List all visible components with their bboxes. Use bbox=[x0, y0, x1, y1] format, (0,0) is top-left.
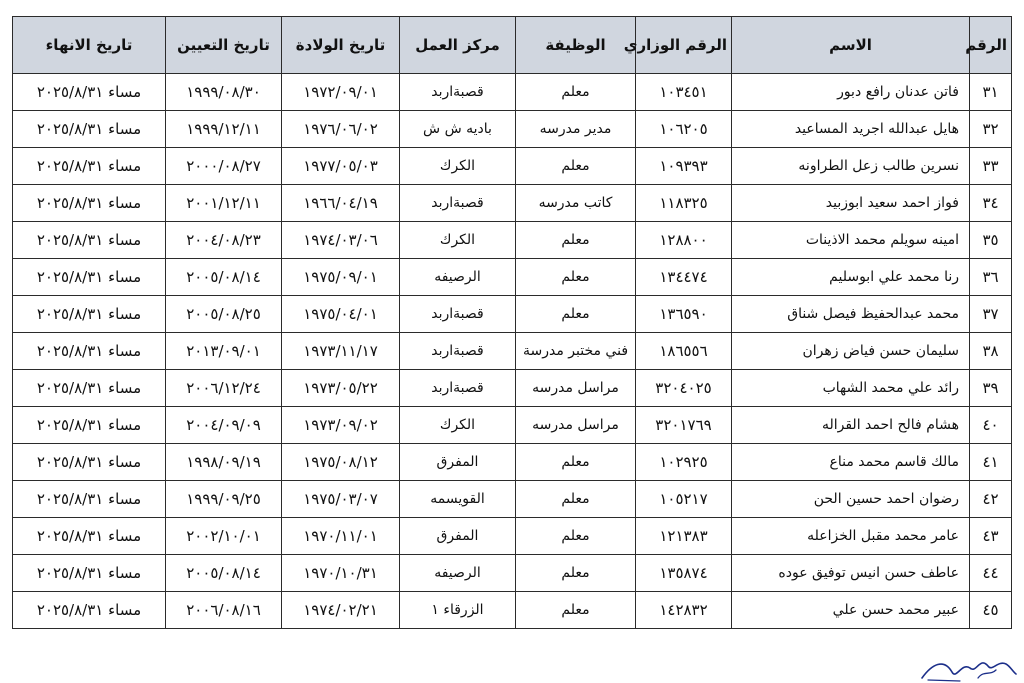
cell-workplace: القويسمه bbox=[400, 481, 516, 518]
cell-num: ٤٢ bbox=[970, 481, 1012, 518]
cell-name: رائد علي محمد الشهاب bbox=[732, 370, 970, 407]
cell-workplace: الكرك bbox=[400, 148, 516, 185]
cell-workplace: قصبةاربد bbox=[400, 333, 516, 370]
cell-job: مدير مدرسه bbox=[516, 111, 636, 148]
cell-num: ٣٨ bbox=[970, 333, 1012, 370]
cell-job: معلم bbox=[516, 592, 636, 629]
cell-workplace: الزرقاء ١ bbox=[400, 592, 516, 629]
cell-end-date: مساء ٢٠٢٥/٨/٣١ bbox=[13, 259, 166, 296]
cell-end-date: مساء ٢٠٢٥/٨/٣١ bbox=[13, 555, 166, 592]
cell-name: هشام فالح احمد القراله bbox=[732, 407, 970, 444]
header-ministry-no: الرقم الوزاري bbox=[636, 17, 732, 74]
cell-end-date: مساء ٢٠٢٥/٨/٣١ bbox=[13, 407, 166, 444]
cell-appointment-date: ١٩٩٩/٠٨/٣٠ bbox=[166, 74, 282, 111]
cell-appointment-date: ٢٠٠٥/٠٨/١٤ bbox=[166, 259, 282, 296]
cell-birth-date: ١٩٧٢/٠٩/٠١ bbox=[282, 74, 400, 111]
cell-num: ٣٣ bbox=[970, 148, 1012, 185]
cell-name: سليمان حسن فياض زهران bbox=[732, 333, 970, 370]
cell-ministry-no: ١٢١٣٨٣ bbox=[636, 518, 732, 555]
cell-appointment-date: ٢٠٠٦/١٢/٢٤ bbox=[166, 370, 282, 407]
cell-birth-date: ١٩٧٧/٠٥/٠٣ bbox=[282, 148, 400, 185]
cell-appointment-date: ٢٠٠٥/٠٨/٢٥ bbox=[166, 296, 282, 333]
cell-appointment-date: ٢٠١٣/٠٩/٠١ bbox=[166, 333, 282, 370]
cell-name: رضوان احمد حسين الحن bbox=[732, 481, 970, 518]
cell-workplace: باديه ش ش bbox=[400, 111, 516, 148]
cell-ministry-no: ١٨٦٥٥٦ bbox=[636, 333, 732, 370]
cell-num: ٤٥ bbox=[970, 592, 1012, 629]
cell-birth-date: ١٩٧٥/٠٣/٠٧ bbox=[282, 481, 400, 518]
cell-workplace: قصبةاربد bbox=[400, 296, 516, 333]
cell-birth-date: ١٩٧٥/٠٤/٠١ bbox=[282, 296, 400, 333]
table-row bbox=[13, 111, 1012, 148]
cell-job: معلم bbox=[516, 555, 636, 592]
header-birth-date: تاريخ الولادة bbox=[282, 17, 400, 74]
cell-name: رنا محمد علي ابوسليم bbox=[732, 259, 970, 296]
cell-ministry-no: ٣٢٠١٧٦٩ bbox=[636, 407, 732, 444]
cell-birth-date: ١٩٧٦/٠٦/٠٢ bbox=[282, 111, 400, 148]
cell-ministry-no: ١٢٨٨٠٠ bbox=[636, 222, 732, 259]
table-row bbox=[13, 370, 1012, 407]
cell-job: معلم bbox=[516, 74, 636, 111]
cell-end-date: مساء ٢٠٢٥/٨/٣١ bbox=[13, 444, 166, 481]
header-appointment-date: تاريخ التعيين bbox=[166, 17, 282, 74]
cell-appointment-date: ٢٠٠٤/٠٨/٢٣ bbox=[166, 222, 282, 259]
cell-appointment-date: ٢٠٠٢/١٠/٠١ bbox=[166, 518, 282, 555]
cell-job: معلم bbox=[516, 148, 636, 185]
header-job: الوظيفة bbox=[516, 17, 636, 74]
cell-appointment-date: ٢٠٠٥/٠٨/١٤ bbox=[166, 555, 282, 592]
cell-num: ٣٤ bbox=[970, 185, 1012, 222]
cell-num: ٣١ bbox=[970, 74, 1012, 111]
cell-num: ٣٢ bbox=[970, 111, 1012, 148]
cell-num: ٤٠ bbox=[970, 407, 1012, 444]
cell-job: معلم bbox=[516, 481, 636, 518]
cell-name: عامر محمد مقبل الخزاعله bbox=[732, 518, 970, 555]
cell-name: مالك قاسم محمد مناع bbox=[732, 444, 970, 481]
cell-appointment-date: ٢٠٠٠/٠٨/٢٧ bbox=[166, 148, 282, 185]
cell-job: معلم bbox=[516, 296, 636, 333]
header-row bbox=[13, 17, 1012, 74]
cell-birth-date: ١٩٧٥/٠٩/٠١ bbox=[282, 259, 400, 296]
cell-ministry-no: ١٠٣٤٥١ bbox=[636, 74, 732, 111]
header-name: الاسم bbox=[732, 17, 970, 74]
cell-workplace: قصبةاربد bbox=[400, 370, 516, 407]
cell-ministry-no: ١٣٤٤٧٤ bbox=[636, 259, 732, 296]
cell-ministry-no: ١٠٩٣٩٣ bbox=[636, 148, 732, 185]
cell-workplace: المفرق bbox=[400, 444, 516, 481]
cell-end-date: مساء ٢٠٢٥/٨/٣١ bbox=[13, 148, 166, 185]
cell-workplace: قصبةاربد bbox=[400, 74, 516, 111]
cell-birth-date: ١٩٧٠/١٠/٣١ bbox=[282, 555, 400, 592]
cell-appointment-date: ٢٠٠١/١٢/١١ bbox=[166, 185, 282, 222]
cell-ministry-no: ٣٢٠٤٠٢٥ bbox=[636, 370, 732, 407]
cell-end-date: مساء ٢٠٢٥/٨/٣١ bbox=[13, 370, 166, 407]
cell-job: معلم bbox=[516, 259, 636, 296]
cell-birth-date: ١٩٧٥/٠٨/١٢ bbox=[282, 444, 400, 481]
cell-name: نسرين طالب زعل الطراونه bbox=[732, 148, 970, 185]
cell-birth-date: ١٩٧٤/٠٣/٠٦ bbox=[282, 222, 400, 259]
cell-job: مراسل مدرسه bbox=[516, 370, 636, 407]
table-row bbox=[13, 74, 1012, 111]
cell-workplace: قصبةاربد bbox=[400, 185, 516, 222]
table-row bbox=[13, 592, 1012, 629]
cell-workplace: الكرك bbox=[400, 222, 516, 259]
cell-appointment-date: ٢٠٠٦/٠٨/١٦ bbox=[166, 592, 282, 629]
table-row bbox=[13, 333, 1012, 370]
cell-num: ٤٣ bbox=[970, 518, 1012, 555]
table-row bbox=[13, 444, 1012, 481]
cell-name: عاطف حسن انيس توفيق عوده bbox=[732, 555, 970, 592]
cell-job: فني مختبر مدرسة bbox=[516, 333, 636, 370]
cell-num: ٤١ bbox=[970, 444, 1012, 481]
cell-name: امينه سويلم محمد الاذينات bbox=[732, 222, 970, 259]
cell-job: معلم bbox=[516, 444, 636, 481]
cell-ministry-no: ١٠٢٩٢٥ bbox=[636, 444, 732, 481]
cell-appointment-date: ١٩٩٨/٠٩/١٩ bbox=[166, 444, 282, 481]
table-row bbox=[13, 148, 1012, 185]
cell-appointment-date: ١٩٩٩/١٢/١١ bbox=[166, 111, 282, 148]
cell-birth-date: ١٩٧٣/٠٩/٠٢ bbox=[282, 407, 400, 444]
cell-ministry-no: ١٠٥٢١٧ bbox=[636, 481, 732, 518]
cell-appointment-date: ١٩٩٩/٠٩/٢٥ bbox=[166, 481, 282, 518]
cell-end-date: مساء ٢٠٢٥/٨/٣١ bbox=[13, 592, 166, 629]
cell-birth-date: ١٩٧٠/١١/٠١ bbox=[282, 518, 400, 555]
cell-workplace: الرصيفه bbox=[400, 259, 516, 296]
table-row bbox=[13, 555, 1012, 592]
cell-ministry-no: ١٤٢٨٣٢ bbox=[636, 592, 732, 629]
cell-end-date: مساء ٢٠٢٥/٨/٣١ bbox=[13, 74, 166, 111]
header-num: الرقم bbox=[970, 17, 1012, 74]
cell-job: كاتب مدرسه bbox=[516, 185, 636, 222]
cell-end-date: مساء ٢٠٢٥/٨/٣١ bbox=[13, 333, 166, 370]
employee-table bbox=[12, 16, 1012, 629]
cell-name: عبير محمد حسن علي bbox=[732, 592, 970, 629]
cell-num: ٣٧ bbox=[970, 296, 1012, 333]
cell-ministry-no: ١٠٦٢٠٥ bbox=[636, 111, 732, 148]
cell-end-date: مساء ٢٠٢٥/٨/٣١ bbox=[13, 296, 166, 333]
table-row bbox=[13, 407, 1012, 444]
signature bbox=[918, 650, 1018, 683]
cell-birth-date: ١٩٦٦/٠٤/١٩ bbox=[282, 185, 400, 222]
cell-birth-date: ١٩٧٤/٠٢/٢١ bbox=[282, 592, 400, 629]
table-row bbox=[13, 296, 1012, 333]
cell-end-date: مساء ٢٠٢٥/٨/٣١ bbox=[13, 111, 166, 148]
cell-ministry-no: ١١٨٣٢٥ bbox=[636, 185, 732, 222]
cell-end-date: مساء ٢٠٢٥/٨/٣١ bbox=[13, 481, 166, 518]
cell-num: ٣٩ bbox=[970, 370, 1012, 407]
cell-name: فاتن عدنان رافع دبور bbox=[732, 74, 970, 111]
cell-workplace: الكرك bbox=[400, 407, 516, 444]
cell-num: ٣٦ bbox=[970, 259, 1012, 296]
header-workplace: مركز العمل bbox=[400, 17, 516, 74]
cell-num: ٣٥ bbox=[970, 222, 1012, 259]
header-end-date: تاريخ الانهاء bbox=[13, 17, 166, 74]
cell-job: مراسل مدرسه bbox=[516, 407, 636, 444]
cell-job: معلم bbox=[516, 222, 636, 259]
cell-ministry-no: ١٣٦٥٩٠ bbox=[636, 296, 732, 333]
cell-name: محمد عبدالحفيظ فيصل شناق bbox=[732, 296, 970, 333]
cell-ministry-no: ١٣٥٨٧٤ bbox=[636, 555, 732, 592]
table-row bbox=[13, 518, 1012, 555]
cell-end-date: مساء ٢٠٢٥/٨/٣١ bbox=[13, 185, 166, 222]
cell-name: فواز احمد سعيد ابوزبيد bbox=[732, 185, 970, 222]
table-row bbox=[13, 259, 1012, 296]
cell-num: ٤٤ bbox=[970, 555, 1012, 592]
table-row bbox=[13, 185, 1012, 222]
table-row bbox=[13, 222, 1012, 259]
cell-workplace: الرصيفه bbox=[400, 555, 516, 592]
cell-birth-date: ١٩٧٣/١١/١٧ bbox=[282, 333, 400, 370]
cell-birth-date: ١٩٧٣/٠٥/٢٢ bbox=[282, 370, 400, 407]
cell-end-date: مساء ٢٠٢٥/٨/٣١ bbox=[13, 518, 166, 555]
cell-workplace: المفرق bbox=[400, 518, 516, 555]
cell-name: هايل عبدالله اجريد المساعيد bbox=[732, 111, 970, 148]
cell-job: معلم bbox=[516, 518, 636, 555]
table-row bbox=[13, 481, 1012, 518]
cell-end-date: مساء ٢٠٢٥/٨/٣١ bbox=[13, 222, 166, 259]
cell-appointment-date: ٢٠٠٤/٠٩/٠٩ bbox=[166, 407, 282, 444]
